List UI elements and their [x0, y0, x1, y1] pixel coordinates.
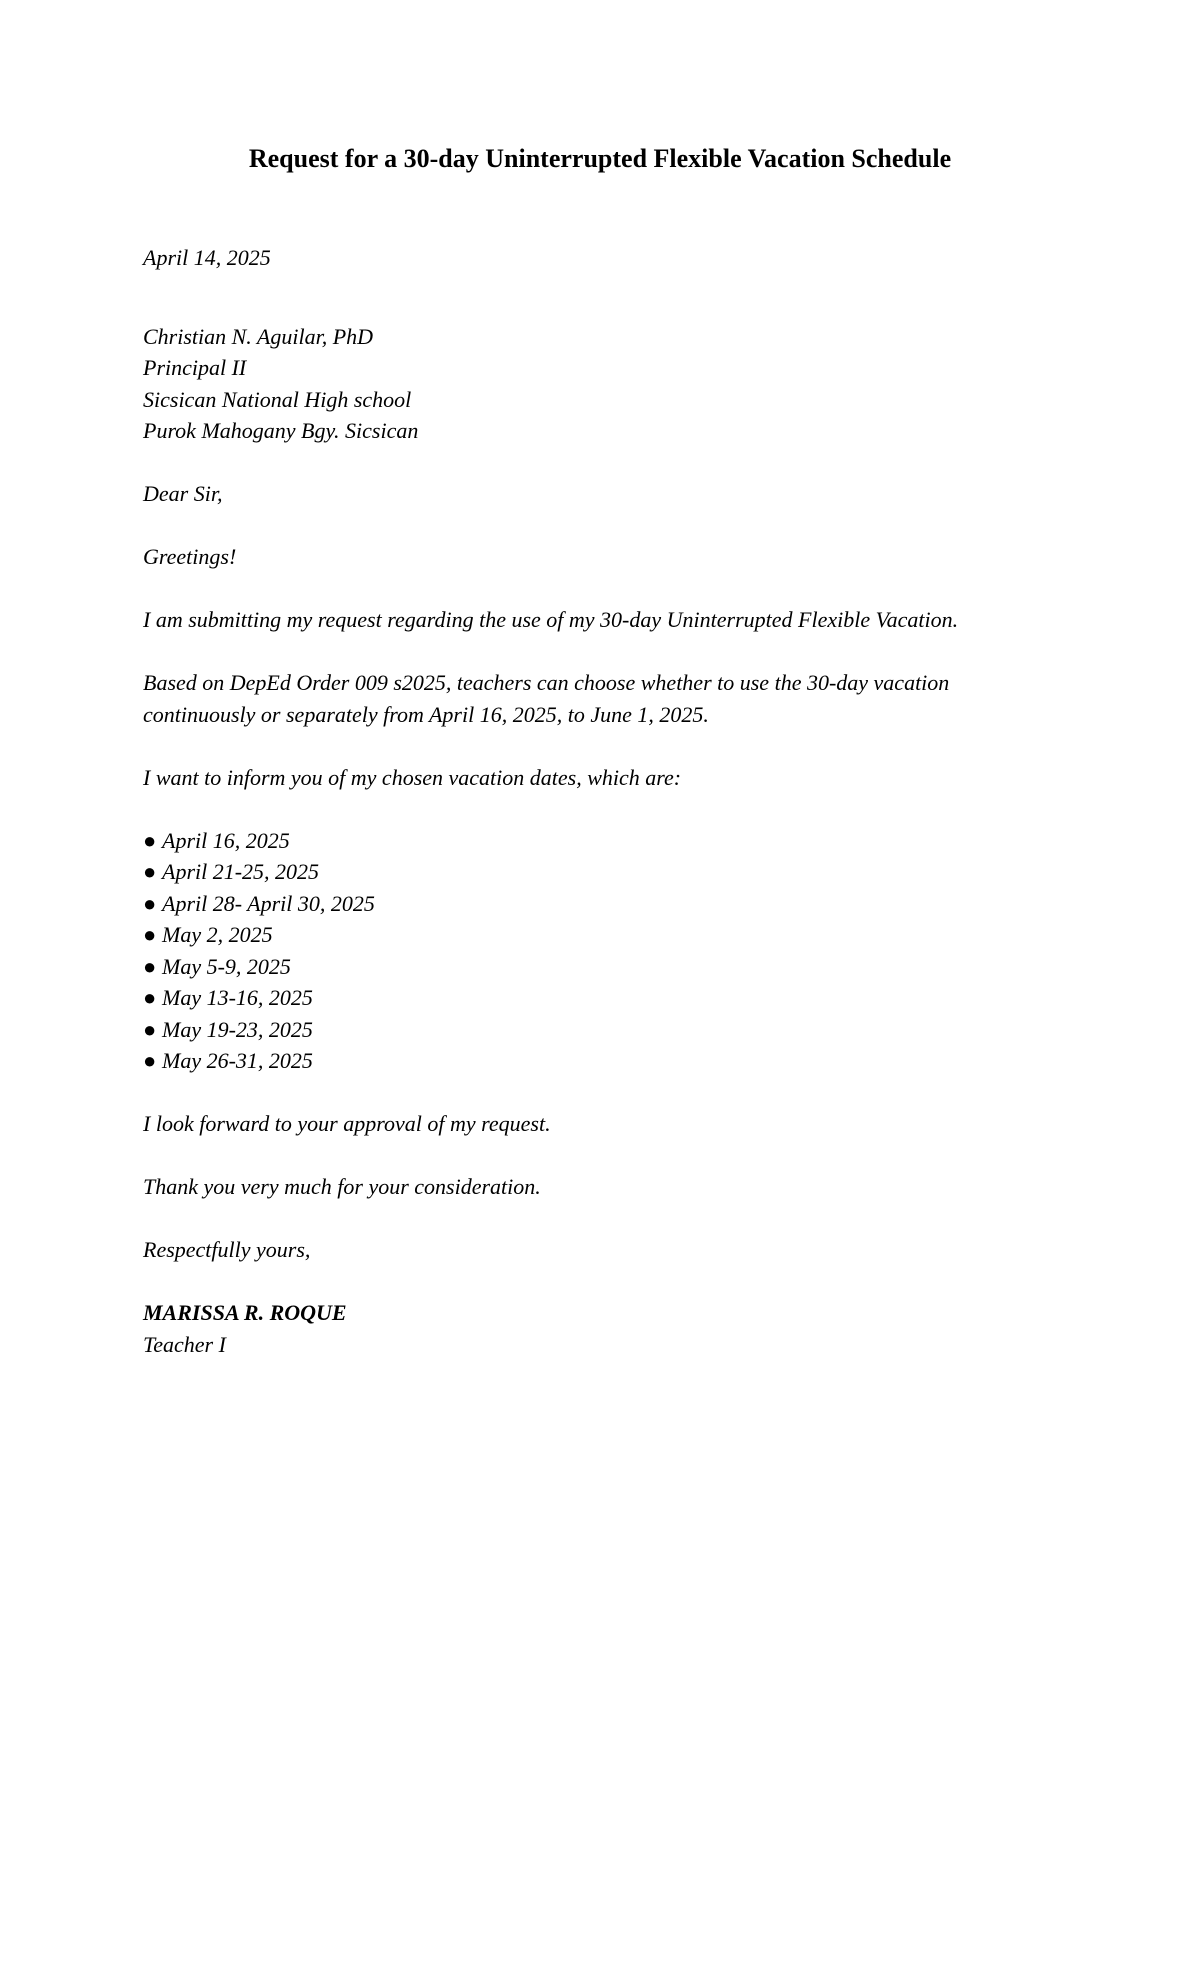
bullet-icon: ●: [143, 890, 157, 916]
salutation: Dear Sir,: [143, 481, 223, 506]
bullet-icon: ●: [143, 859, 157, 884]
recipient-position: Principal II: [143, 355, 247, 380]
vacation-date: April 28- April 30, 2025: [162, 890, 375, 916]
basis-paragraph: Based on DepEd Order 009 s2025, teachers can choose whether to use the 30-day vacation continuously or separately from April 16, 2025, to June 1, 2025.: [143, 670, 950, 727]
signatory-title: Teacher I: [143, 1331, 226, 1357]
list-item: [143, 1045, 1043, 1077]
intro-paragraph: I am submitting my request regarding the use of my 30-day Uninterrupted Flexible Vacation.: [143, 607, 959, 632]
recipient-block: [143, 321, 1043, 447]
signature-block: [143, 1297, 1043, 1360]
letter-title: Request for a 30-day Uninterrupted Flexible Vacation Schedule: [248, 144, 952, 173]
approval-paragraph: I look forward to your approval of my request.: [143, 1111, 551, 1136]
vacation-date-list: [143, 825, 1043, 1077]
vacation-date: May 2, 2025: [162, 922, 273, 947]
greeting: Greetings!: [143, 544, 237, 569]
thanks-paragraph: Thank you very much for your consideration.: [143, 1174, 541, 1199]
vacation-date: May 19-23, 2025: [162, 1016, 313, 1042]
bullet-icon: ●: [143, 1048, 157, 1073]
vacation-date: April 16, 2025: [162, 827, 290, 853]
bullet-icon: ●: [143, 827, 157, 853]
letter-date: April 14, 2025: [143, 245, 271, 270]
list-item: [143, 1014, 1043, 1046]
list-item: [143, 888, 1043, 920]
vacation-date: May 5-9, 2025: [162, 953, 291, 979]
signatory-name: MARISSA R. ROQUE: [143, 1300, 347, 1325]
inform-paragraph: I want to inform you of my chosen vacation dates, which are:: [143, 764, 682, 790]
list-item: [143, 856, 1043, 888]
letter-body: [143, 242, 1043, 1360]
list-item: [143, 919, 1043, 951]
bullet-icon: ●: [143, 1016, 157, 1042]
bullet-icon: ●: [143, 922, 157, 947]
list-item: [143, 951, 1043, 983]
recipient-school: Sicsican National High school: [143, 386, 412, 412]
recipient-address: Purok Mahogany Bgy. Sicsican: [143, 418, 419, 443]
valediction: Respectfully yours,: [143, 1237, 311, 1262]
bullet-icon: ●: [143, 985, 157, 1010]
list-item: [143, 982, 1043, 1014]
list-item: [143, 825, 1043, 857]
recipient-name: Christian N. Aguilar, PhD: [143, 323, 374, 349]
bullet-icon: ●: [143, 953, 157, 979]
vacation-date: April 21-25, 2025: [162, 859, 320, 884]
vacation-date: May 13-16, 2025: [162, 985, 313, 1010]
vacation-date: May 26-31, 2025: [162, 1048, 313, 1073]
